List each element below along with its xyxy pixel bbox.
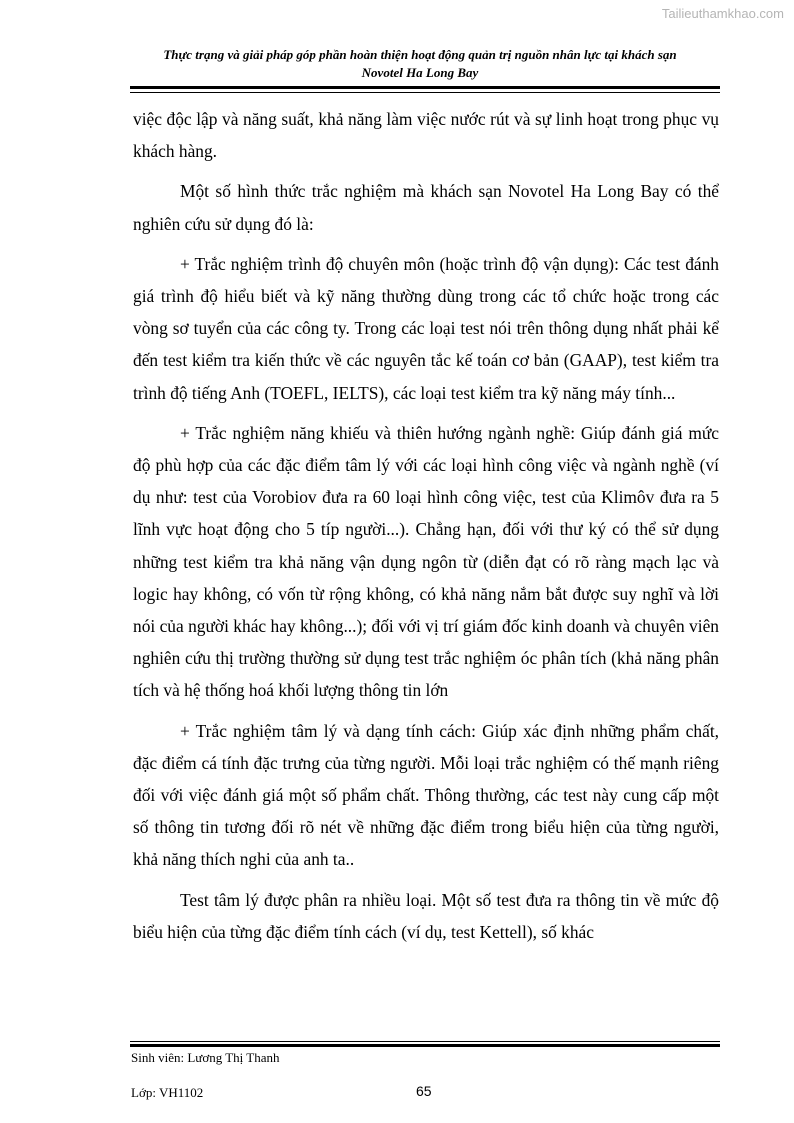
header-title-line-2: Novotel Ha Long Bay	[361, 65, 479, 80]
footer-class: Lớp: VH1102	[131, 1085, 204, 1100]
body-text	[133, 103, 719, 956]
paragraph-3: + Trắc nghiệm trình độ chuyên môn (hoặc trình độ vận dụng): Các test đánh giá trình độ hiểu biết và kỹ năng thường dùng trong các tổ chức hoặc trong các vòng sơ tuyển của các công ty. Trong các loại test nói trên thông dụng nhất phải kể đến test kiểm tra kiến thức về các nguyên tắc kế toán cơ bản (GAAP), test kiểm tra trình độ tiếng Anh (TOEFL, IELTS), các loại test kiểm tra kỹ năng máy tính...	[133, 253, 719, 403]
paragraph-6: Test tâm lý được phân ra nhiều loại. Một số test đưa ra thông tin về mức độ biểu hiện của từng đặc điểm tính cách (ví dụ, test Kettell), số khác	[133, 889, 719, 942]
paragraph-2: Một số hình thức trắc nghiệm mà khách sạn Novotel Ha Long Bay có thể nghiên cứu sử dụng đó là:	[133, 181, 719, 234]
footer-rule	[130, 1041, 720, 1047]
watermark: Tailieuthamkhao.com	[661, 6, 784, 21]
paragraph-5: + Trắc nghiệm tâm lý và dạng tính cách: Giúp xác định những phẩm chất, đặc điểm cá tính đặc trưng của từng người. Mỗi loại trắc nghiệm có thế mạnh riêng đối với việc đánh giá một số phẩm chất. Thông thường, các test này cung cấp một số thông tin tương đối rõ nét về những đặc điểm trong biểu hiện của từng người, khả năng thích nghi của anh ta..	[133, 720, 719, 870]
header-title-line-1: Thực trạng và giải pháp góp phần hoàn thiện hoạt động quản trị nguồn nhân lực tại khách sạn	[163, 47, 677, 62]
paragraph-4: + Trắc nghiệm năng khiếu và thiên hướng ngành nghề: Giúp đánh giá mức độ phù hợp của các đặc điểm tâm lý với các loại hình công việc và ngành nghề (ví dụ như: test của Vorobiov đưa ra 60 loại hình công việc, test của Klimôv đưa ra 5 lĩnh vực hoạt động cho 5 típ người...). Chẳng hạn, đối với thư ký có thể sử dụng những test kiểm tra khả năng vận dụng ngôn từ (diễn đạt có rõ ràng mạch lạc và logic hay không, có vốn từ rộng không, có khả năng nắm bắt được suy nghĩ và lời nói của người khác hay không...); đối với vị trí giám đốc kinh doanh và chuyên viên nghiên cứu thị trường thường sử dụng test trắc nghiệm óc phân tích (khả năng phân tích và hệ thống hoá khối lượng thông tin lớn	[133, 422, 719, 701]
running-header	[120, 46, 720, 82]
page-number: 65	[416, 1083, 432, 1099]
paragraph-1: việc độc lập và năng suất, khả năng làm việc nước rút và sự linh hoạt trong phục vụ khách hàng.	[133, 109, 719, 162]
footer-student-name: Sinh viên: Lương Thị Thanh	[131, 1050, 280, 1065]
header-rule	[130, 86, 720, 93]
